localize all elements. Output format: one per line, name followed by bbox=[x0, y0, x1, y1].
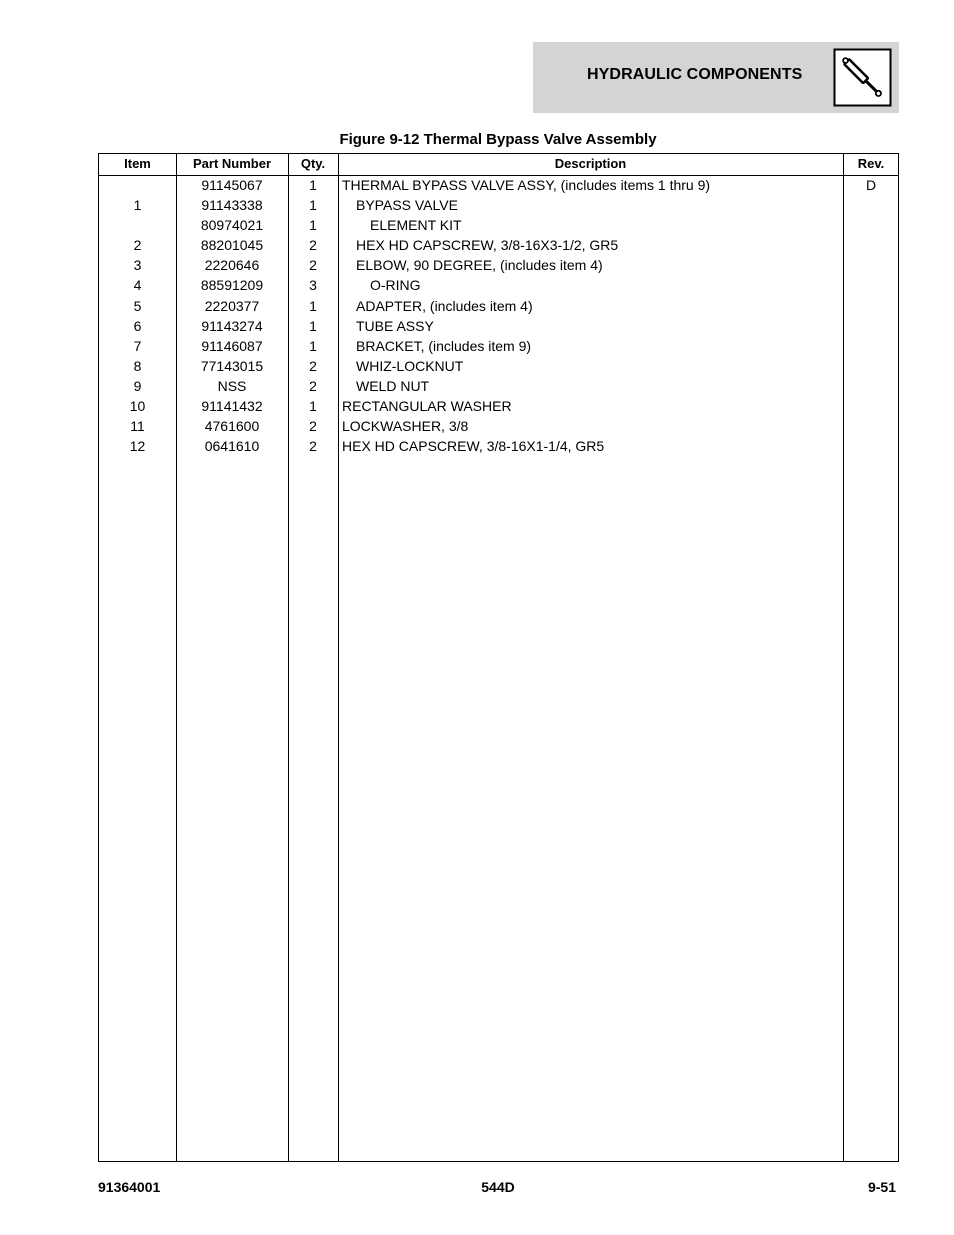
qty-cell: 2 bbox=[309, 418, 317, 435]
item-cell: 4 bbox=[133, 277, 142, 294]
part-number-cell: 88201045 bbox=[200, 237, 264, 254]
footer-page-number: 9-51 bbox=[867, 1179, 896, 1195]
hydraulic-cylinder-icon bbox=[833, 48, 892, 107]
qty-cell: 1 bbox=[309, 177, 317, 193]
part-number-cell: 77143015 bbox=[200, 357, 264, 374]
part-number-cell: 91141432 bbox=[201, 398, 263, 415]
description-cell: ELBOW, 90 DEGREE, (includes item 4) bbox=[356, 257, 603, 274]
qty-cell: 1 bbox=[309, 297, 317, 314]
qty-cell: 2 bbox=[309, 377, 317, 394]
column-header-qty: Qty. bbox=[300, 156, 326, 171]
description-cell: ELEMENT KIT bbox=[370, 217, 462, 234]
part-number-cell: 2220646 bbox=[204, 257, 260, 274]
qty-cell: 2 bbox=[309, 438, 317, 455]
figure-title: Figure 9-12 Thermal Bypass Valve Assembly bbox=[339, 131, 657, 148]
item-cell: 7 bbox=[133, 337, 142, 354]
qty-cell: 1 bbox=[309, 197, 317, 214]
description-cell: HEX HD CAPSCREW, 3/8-16X3-1/2, GR5 bbox=[356, 237, 619, 254]
table-row bbox=[99, 317, 898, 337]
table-row bbox=[99, 276, 898, 296]
qty-cell: 3 bbox=[309, 277, 317, 294]
table-row bbox=[99, 216, 898, 236]
table-row bbox=[99, 256, 898, 276]
table-row bbox=[99, 236, 898, 256]
qty-cell: 2 bbox=[309, 237, 317, 254]
qty-cell: 1 bbox=[309, 398, 317, 415]
part-number-cell: 91145067 bbox=[201, 177, 263, 193]
item-cell: 6 bbox=[133, 317, 142, 334]
description-cell: ADAPTER, (includes item 4) bbox=[356, 297, 533, 314]
qty-cell: 1 bbox=[309, 337, 317, 354]
part-number-cell: 91143274 bbox=[201, 317, 263, 334]
parts-table bbox=[98, 153, 899, 1162]
column-header-description: Description bbox=[554, 156, 627, 171]
part-number-cell: 88591209 bbox=[200, 277, 264, 294]
column-header-item: Item bbox=[124, 156, 151, 171]
item-cell: 2 bbox=[133, 237, 142, 254]
description-cell: TUBE ASSY bbox=[356, 317, 434, 334]
item-cell: 12 bbox=[129, 438, 146, 455]
item-cell: 1 bbox=[133, 197, 142, 214]
table-row bbox=[99, 397, 898, 417]
item-cell: 9 bbox=[133, 377, 142, 394]
description-cell: BRACKET, (includes item 9) bbox=[356, 337, 532, 354]
footer-model: 544D bbox=[481, 1179, 515, 1195]
column-header-part-number: Part Number bbox=[192, 156, 272, 171]
table-row bbox=[99, 357, 898, 377]
part-number-cell: 80974021 bbox=[200, 217, 264, 234]
table-row bbox=[99, 196, 898, 216]
description-cell: WHIZ-LOCKNUT bbox=[356, 357, 464, 374]
column-header-rev: Rev. bbox=[857, 156, 885, 171]
item-cell: 5 bbox=[133, 297, 142, 314]
table-row bbox=[99, 337, 898, 357]
qty-cell: 1 bbox=[309, 317, 317, 334]
table-row bbox=[99, 176, 898, 196]
item-cell: 11 bbox=[130, 418, 145, 435]
part-number-cell: 4761600 bbox=[204, 418, 260, 435]
qty-cell: 2 bbox=[309, 257, 317, 274]
part-number-cell: 91143338 bbox=[201, 197, 263, 214]
part-number-cell: NSS bbox=[217, 377, 247, 394]
section-title: HYDRAULIC COMPONENTS bbox=[587, 66, 803, 83]
item-cell: 8 bbox=[133, 357, 142, 374]
table-row bbox=[99, 377, 898, 397]
table-body bbox=[99, 176, 898, 457]
description-cell: HEX HD CAPSCREW, 3/8-16X1-1/4, GR5 bbox=[342, 438, 605, 455]
description-cell: RECTANGULAR WASHER bbox=[342, 398, 512, 415]
description-cell: LOCKWASHER, 3/8 bbox=[342, 418, 469, 435]
footer-doc-number: 91364001 bbox=[98, 1179, 161, 1195]
rev-cell: D bbox=[865, 177, 877, 193]
part-number-cell: 0641610 bbox=[204, 438, 260, 455]
description-cell: WELD NUT bbox=[356, 377, 430, 394]
qty-cell: 2 bbox=[309, 357, 317, 374]
part-number-cell: 2220377 bbox=[204, 297, 260, 314]
description-cell: THERMAL BYPASS VALVE ASSY, (includes items 1 thru 9) bbox=[342, 177, 711, 193]
table-row bbox=[99, 437, 898, 457]
part-number-cell: 91146087 bbox=[201, 337, 263, 354]
description-cell: O-RING bbox=[370, 277, 421, 294]
item-cell: 10 bbox=[129, 398, 146, 415]
qty-cell: 1 bbox=[309, 217, 317, 234]
description-cell: BYPASS VALVE bbox=[356, 197, 458, 214]
item-cell: 3 bbox=[133, 257, 142, 274]
table-row bbox=[99, 297, 898, 317]
table-row bbox=[99, 417, 898, 437]
